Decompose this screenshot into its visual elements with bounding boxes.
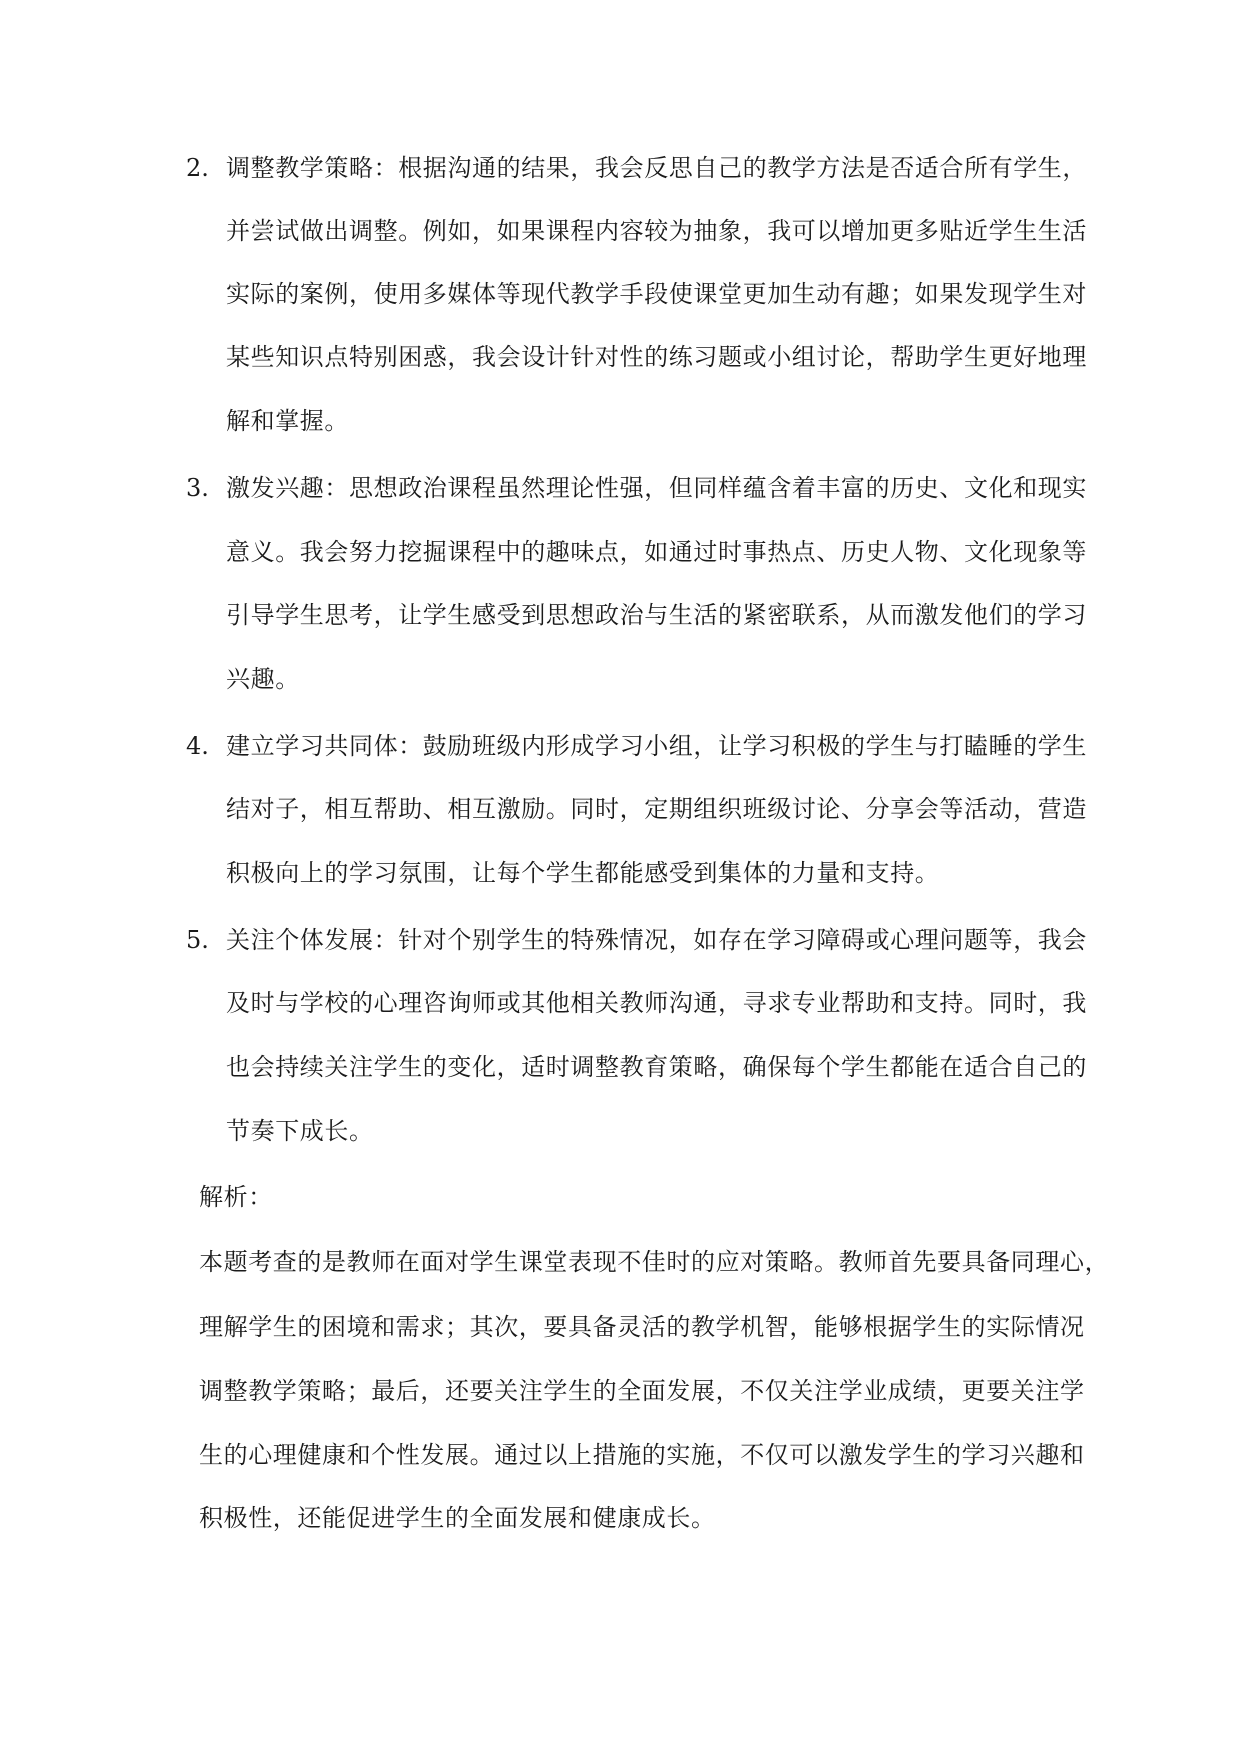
- list-number: 5.: [186, 926, 209, 954]
- list-number: 4.: [186, 732, 209, 760]
- list-item-line: 某些知识点特别困惑，我会设计针对性的练习题或小组讨论，帮助学生更好地理: [226, 343, 1087, 371]
- list-item-line: 建立学习共同体：鼓励班级内形成学习小组，让学习积极的学生与打瞌睡的学生: [226, 732, 1087, 760]
- analysis-line: 生的心理健康和个性发展。通过以上措施的实施，不仅可以激发学生的学习兴趣和: [199, 1441, 1085, 1469]
- list-item-line: 及时与学校的心理咨询师或其他相关教师沟通，寻求专业帮助和支持。同时，我: [226, 989, 1087, 1017]
- list-item-line: 并尝试做出调整。例如，如果课程内容较为抽象，我可以增加更多贴近学生生活: [226, 217, 1087, 245]
- analysis-line: 本题考查的是教师在面对学生课堂表现不佳时的应对策略。教师首先要具备同理心，: [199, 1248, 1110, 1276]
- list-number: 3.: [186, 474, 209, 502]
- analysis-line: 理解学生的困境和需求；其次，要具备灵活的教学机智，能够根据学生的实际情况: [199, 1313, 1085, 1341]
- list-item-line: 结对子，相互帮助、相互激励。同时，定期组织班级讨论、分享会等活动，营造: [226, 795, 1087, 823]
- list-item-line: 引导学生思考，让学生感受到思想政治与生活的紧密联系，从而激发他们的学习: [226, 601, 1087, 629]
- list-item-line: 调整教学策略：根据沟通的结果，我会反思自己的教学方法是否适合所有学生，: [226, 154, 1087, 182]
- list-item-line: 兴趣。: [226, 665, 300, 693]
- list-item-line: 节奏下成长。: [226, 1117, 374, 1145]
- list-item-line: 积极向上的学习氛围，让每个学生都能感受到集体的力量和支持。: [226, 859, 940, 887]
- list-item-line: 实际的案例，使用多媒体等现代教学手段使课堂更加生动有趣；如果发现学生对: [226, 280, 1087, 308]
- analysis-heading: 解析：: [199, 1183, 273, 1211]
- list-item-line: 解和掌握。: [226, 407, 349, 435]
- list-item-line: 也会持续关注学生的变化，适时调整教育策略，确保每个学生都能在适合自己的: [226, 1053, 1087, 1081]
- analysis-line: 调整教学策略；最后，还要关注学生的全面发展，不仅关注学业成绩，更要关注学: [199, 1377, 1085, 1405]
- list-number: 2.: [186, 154, 209, 182]
- list-item-line: 意义。我会努力挖掘课程中的趣味点，如通过时事热点、历史人物、文化现象等: [226, 538, 1087, 566]
- list-item-line: 关注个体发展：针对个别学生的特殊情况，如存在学习障碍或心理问题等，我会: [226, 926, 1087, 954]
- list-item-line: 激发兴趣：思想政治课程虽然理论性强，但同样蕴含着丰富的历史、文化和现实: [226, 474, 1087, 502]
- analysis-line: 积极性，还能促进学生的全面发展和健康成长。: [199, 1504, 716, 1532]
